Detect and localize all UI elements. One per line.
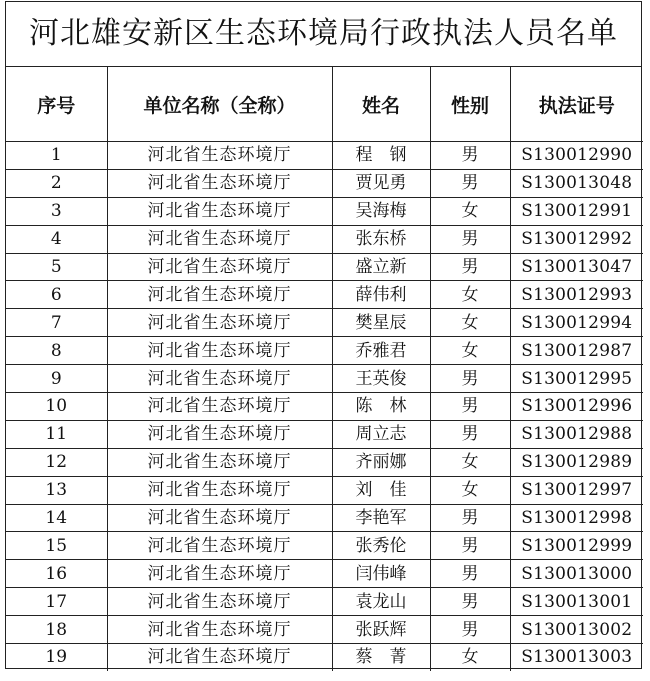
cell-serial-number: 17 (6, 588, 107, 616)
header-serial-number: 序号 (6, 67, 107, 142)
table-row (6, 142, 643, 170)
header-name: 姓名 (332, 67, 430, 142)
cell-name: 薛伟利 (332, 281, 430, 309)
cell-name: 袁龙山 (332, 588, 430, 616)
cell-certificate-number: S130013002 (510, 616, 643, 644)
table-row (6, 365, 643, 393)
table-row (6, 420, 643, 448)
cell-serial-number: 12 (6, 448, 107, 476)
cell-serial-number: 6 (6, 281, 107, 309)
cell-unit-name: 河北省生态环境厅 (107, 281, 332, 309)
table-row (6, 197, 643, 225)
table-row (6, 644, 643, 671)
cell-unit-name: 河北省生态环境厅 (107, 448, 332, 476)
table-row (6, 588, 643, 616)
cell-unit-name: 河北省生态环境厅 (107, 420, 332, 448)
cell-serial-number: 5 (6, 253, 107, 281)
cell-name: 蔡 菁 (332, 644, 430, 671)
table-row (6, 504, 643, 532)
table-row (6, 225, 643, 253)
cell-name: 周立志 (332, 420, 430, 448)
cell-gender: 女 (430, 281, 510, 309)
cell-name: 李艳军 (332, 504, 430, 532)
cell-name: 贾见勇 (332, 169, 430, 197)
cell-unit-name: 河北省生态环境厅 (107, 476, 332, 504)
cell-certificate-number: S130012992 (510, 225, 643, 253)
cell-serial-number: 14 (6, 504, 107, 532)
table-row (6, 616, 643, 644)
cell-certificate-number: S130012987 (510, 337, 643, 365)
table-row (6, 532, 643, 560)
cell-gender: 男 (430, 253, 510, 281)
cell-unit-name: 河北省生态环境厅 (107, 588, 332, 616)
cell-certificate-number: S130012989 (510, 448, 643, 476)
cell-gender: 女 (430, 309, 510, 337)
cell-certificate-number: S130012997 (510, 476, 643, 504)
cell-certificate-number: S130012988 (510, 420, 643, 448)
document-title: 河北雄安新区生态环境局行政执法人员名单 (6, 2, 641, 67)
cell-certificate-number: S130013000 (510, 560, 643, 588)
cell-name: 程 钢 (332, 142, 430, 170)
cell-unit-name: 河北省生态环境厅 (107, 616, 332, 644)
cell-certificate-number: S130012996 (510, 393, 643, 421)
table-row (6, 309, 643, 337)
cell-certificate-number: S130012999 (510, 532, 643, 560)
cell-name: 乔雅君 (332, 337, 430, 365)
table-row (6, 253, 643, 281)
cell-name: 闫伟峰 (332, 560, 430, 588)
cell-gender: 女 (430, 448, 510, 476)
personnel-table (6, 67, 643, 671)
cell-name: 张东桥 (332, 225, 430, 253)
cell-serial-number: 7 (6, 309, 107, 337)
cell-unit-name: 河北省生态环境厅 (107, 560, 332, 588)
header-gender: 性别 (430, 67, 510, 142)
cell-gender: 男 (430, 142, 510, 170)
cell-serial-number: 15 (6, 532, 107, 560)
cell-name: 王英俊 (332, 365, 430, 393)
cell-certificate-number: S130012991 (510, 197, 643, 225)
cell-name: 齐丽娜 (332, 448, 430, 476)
cell-gender: 男 (430, 532, 510, 560)
cell-gender: 男 (430, 560, 510, 588)
table-row (6, 476, 643, 504)
cell-serial-number: 13 (6, 476, 107, 504)
table-row (6, 337, 643, 365)
cell-unit-name: 河北省生态环境厅 (107, 197, 332, 225)
cell-name: 陈 林 (332, 393, 430, 421)
cell-gender: 男 (430, 588, 510, 616)
cell-name: 樊星辰 (332, 309, 430, 337)
table-row (6, 393, 643, 421)
cell-gender: 男 (430, 169, 510, 197)
cell-unit-name: 河北省生态环境厅 (107, 337, 332, 365)
cell-gender: 女 (430, 337, 510, 365)
cell-name: 刘 佳 (332, 476, 430, 504)
cell-name: 盛立新 (332, 253, 430, 281)
cell-name: 张秀伦 (332, 532, 430, 560)
cell-certificate-number: S130013001 (510, 588, 643, 616)
cell-gender: 男 (430, 365, 510, 393)
table-row (6, 281, 643, 309)
table-header-row (6, 67, 643, 142)
cell-certificate-number: S130013047 (510, 253, 643, 281)
cell-name: 吴海梅 (332, 197, 430, 225)
cell-certificate-number: S130012994 (510, 309, 643, 337)
cell-serial-number: 18 (6, 616, 107, 644)
cell-unit-name: 河北省生态环境厅 (107, 169, 332, 197)
cell-gender: 男 (430, 616, 510, 644)
cell-serial-number: 19 (6, 644, 107, 671)
header-certificate-number: 执法证号 (510, 67, 643, 142)
cell-gender: 男 (430, 225, 510, 253)
table-row (6, 560, 643, 588)
cell-serial-number: 8 (6, 337, 107, 365)
cell-gender: 男 (430, 420, 510, 448)
cell-unit-name: 河北省生态环境厅 (107, 532, 332, 560)
cell-serial-number: 16 (6, 560, 107, 588)
cell-unit-name: 河北省生态环境厅 (107, 309, 332, 337)
cell-unit-name: 河北省生态环境厅 (107, 393, 332, 421)
cell-certificate-number: S130012995 (510, 365, 643, 393)
cell-unit-name: 河北省生态环境厅 (107, 504, 332, 532)
cell-gender: 女 (430, 197, 510, 225)
cell-unit-name: 河北省生态环境厅 (107, 142, 332, 170)
cell-serial-number: 1 (6, 142, 107, 170)
cell-unit-name: 河北省生态环境厅 (107, 253, 332, 281)
cell-certificate-number: S130012998 (510, 504, 643, 532)
cell-gender: 男 (430, 504, 510, 532)
cell-serial-number: 11 (6, 420, 107, 448)
cell-serial-number: 3 (6, 197, 107, 225)
cell-gender: 女 (430, 644, 510, 671)
cell-certificate-number: S130012990 (510, 142, 643, 170)
table-row (6, 169, 643, 197)
cell-serial-number: 9 (6, 365, 107, 393)
cell-gender: 男 (430, 393, 510, 421)
cell-unit-name: 河北省生态环境厅 (107, 365, 332, 393)
cell-certificate-number: S130012993 (510, 281, 643, 309)
cell-certificate-number: S130013003 (510, 644, 643, 671)
cell-name: 张跃辉 (332, 616, 430, 644)
cell-serial-number: 2 (6, 169, 107, 197)
header-unit-name: 单位名称（全称） (107, 67, 332, 142)
personnel-list-sheet (5, 1, 642, 669)
table-row (6, 448, 643, 476)
cell-unit-name: 河北省生态环境厅 (107, 644, 332, 671)
cell-serial-number: 10 (6, 393, 107, 421)
cell-certificate-number: S130013048 (510, 169, 643, 197)
cell-unit-name: 河北省生态环境厅 (107, 225, 332, 253)
cell-serial-number: 4 (6, 225, 107, 253)
cell-gender: 女 (430, 476, 510, 504)
